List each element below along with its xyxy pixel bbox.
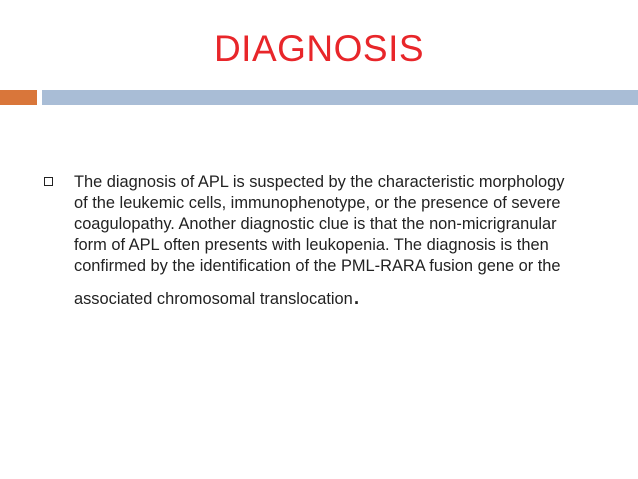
title-accent-bar [0, 90, 37, 105]
slide-title: DIAGNOSIS [213, 28, 425, 69]
bullet-line-5: confirmed by the identification of the PML-RARA fusion gene or the [74, 257, 561, 275]
bullet-line-1: The diagnosis of APL is suspected by the characteristic morphology [74, 173, 565, 191]
bullet-item [44, 172, 609, 310]
slide-body [44, 172, 609, 310]
bullet-line-4: form of APL often presents with leukopenia. The diagnosis is then [74, 236, 549, 254]
bullet-text [74, 172, 609, 310]
bullet-line-3: coagulopathy. Another diagnostic clue is that the non-micrigranular [74, 215, 557, 233]
square-bullet-icon [44, 177, 53, 186]
bullet-line-6 [74, 280, 609, 310]
final-period: . [352, 280, 361, 310]
bullet-line-6-text: associated chromosomal translocation [74, 290, 353, 308]
bullet-line-2: of the leukemic cells, immunophenotype, or the presence of severe [74, 194, 561, 212]
title-divider-bar [42, 90, 638, 105]
